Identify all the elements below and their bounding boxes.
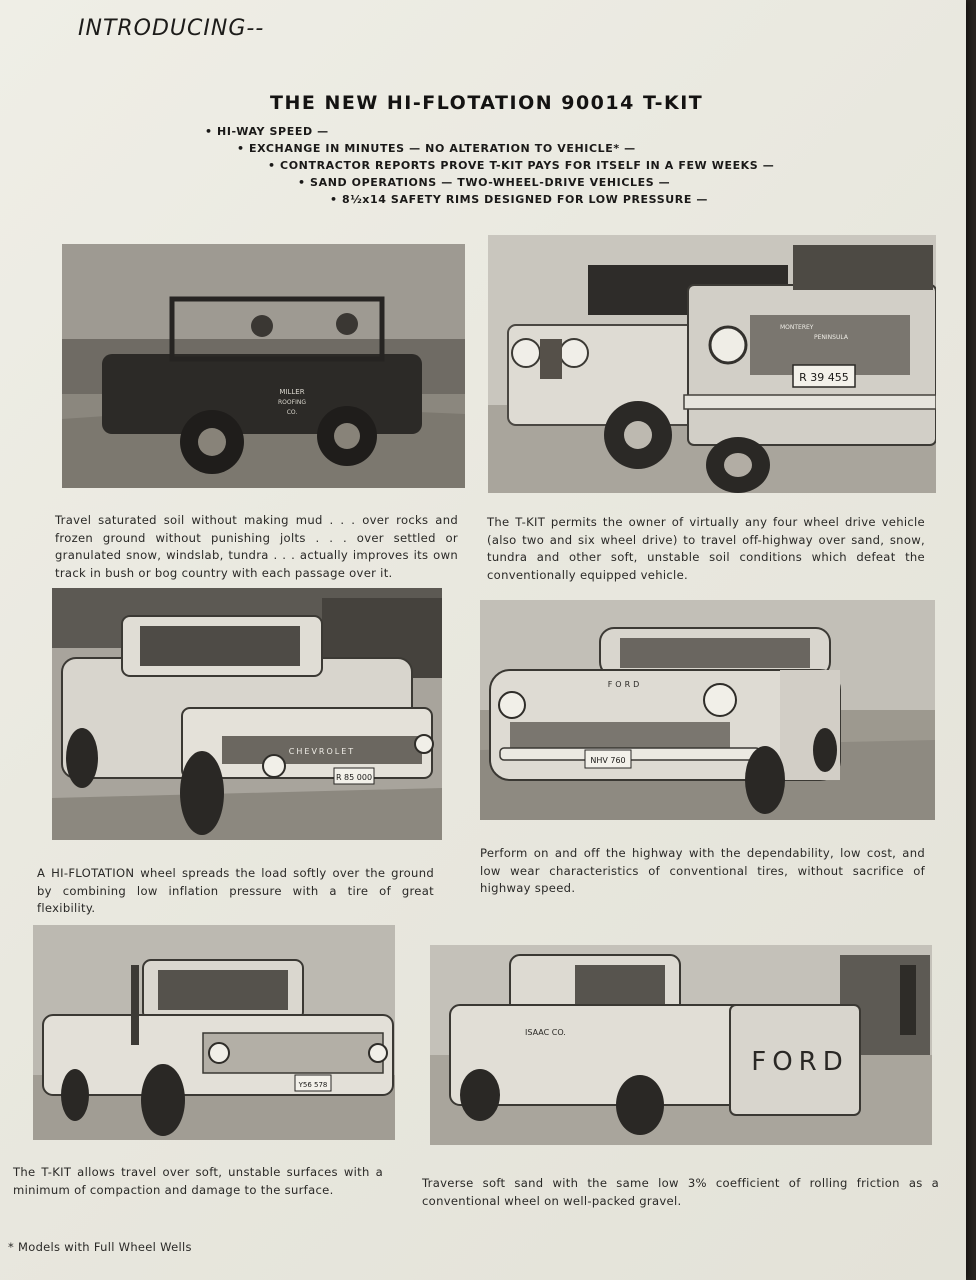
feature-item: • CONTRACTOR REPORTS PROVE T-KIT PAYS FOR ITSELF IN A FEW WEEKS — (268, 159, 775, 172)
svg-text:CO.: CO. (286, 409, 298, 416)
feature-item: • SAND OPERATIONS — TWO-WHEEL-DRIVE VEHICLES — (298, 176, 671, 189)
photo-ford-pickup-rear (430, 945, 932, 1145)
footnote: * Models with Full Wheel Wells (8, 1240, 192, 1254)
ford-door-text: ISAAC CO. (525, 1028, 566, 1037)
jeep-door-text: MILLER (279, 388, 305, 396)
svg-text:PENINSULA: PENINSULA (814, 334, 848, 341)
photo-jeep-beach (62, 244, 465, 488)
chevrolet-license-plate: R 85 000 (335, 773, 373, 782)
svg-text:ROOFING: ROOFING (278, 399, 306, 406)
caption-4: Perform on and off the highway with the dependability, low cost, and low wear characteristics of conventional tires, without sacrifice of highway speed. (480, 846, 925, 895)
chevrolet-grille-text: CHEVROLET (288, 747, 356, 756)
ford-pickup-front-license-plate: Y56 578 (298, 1081, 328, 1089)
feature-item: • 8½x14 SAFETY RIMS DESIGNED FOR LOW PRESSURE — (330, 193, 708, 206)
ford-tailgate-text: FORD (751, 1047, 849, 1077)
scout-license-plate: R 39 455 (799, 371, 849, 384)
ford-wagon-hood-text: FORD (607, 680, 643, 689)
scout-grille-text: MONTEREY (780, 324, 814, 331)
photo-ford-wagon (480, 600, 935, 820)
photo-jeep-and-scout (488, 235, 936, 493)
introducing-heading: INTRODUCING-- (78, 16, 265, 41)
caption-1: Travel saturated soil without making mud . . . over rocks and frozen ground without punishing jolts . . . over settled or granulated snow, windslab, tundra . . . actually improves its own track in bush or bog country with each passage over it. (55, 513, 458, 580)
feature-item: • EXCHANGE IN MINUTES — NO ALTERATION TO VEHICLE* — (237, 142, 636, 155)
photo-ford-pickup-front (33, 925, 395, 1140)
caption-3: A HI-FLOTATION wheel spreads the load softly over the ground by combining low inflation pressure with a tire of great flexibility. (37, 866, 434, 915)
caption-5: The T-KIT allows travel over soft, unstable surfaces with a minimum of compaction and damage to the surface. (13, 1165, 383, 1197)
page-title: THE NEW HI-FLOTATION 90014 T-KIT (270, 92, 704, 114)
photo-chevrolet-pickup (52, 588, 442, 840)
ford-wagon-license-plate: NHV 760 (590, 756, 626, 765)
caption-6: Traverse soft sand with the same low 3% coefficient of rolling friction as a conventional wheel on well-packed gravel. (422, 1176, 939, 1208)
caption-2: The T-KIT permits the owner of virtually any four wheel drive vehicle (also two and six wheel drive) to travel off-highway over sand, snow, tundra and other soft, unstable soil conditions which defeat the conventionally equipped vehicle. (487, 515, 925, 582)
feature-item: • HI-WAY SPEED — (205, 125, 329, 138)
